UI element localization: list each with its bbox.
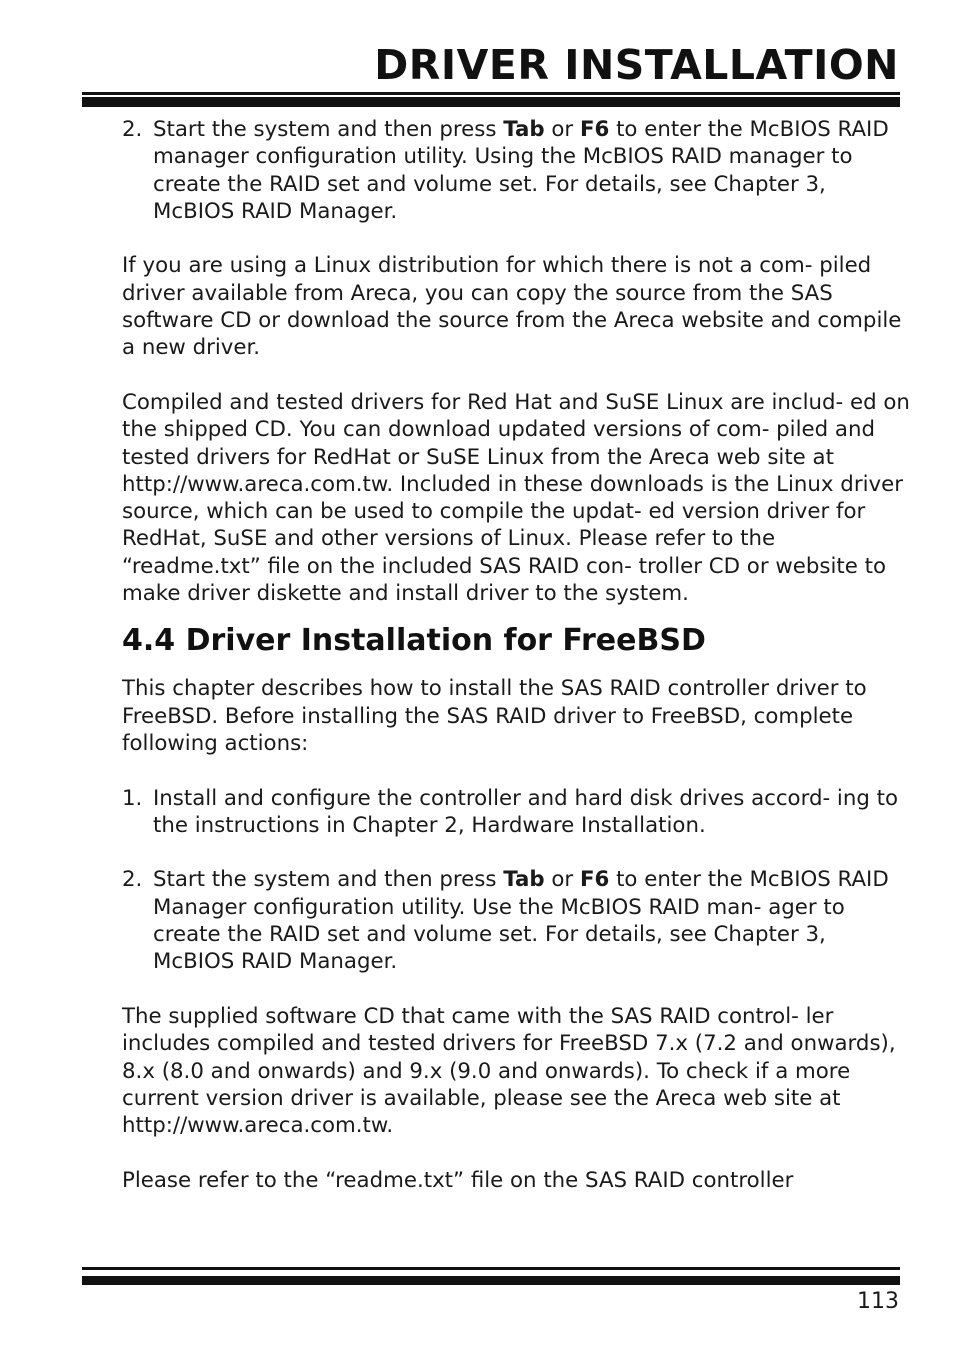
key-f6: F6 [579, 867, 610, 893]
list-item-step-2-raid [122, 116, 912, 225]
key-tab: Tab [503, 867, 545, 893]
footer-rule-thin [82, 1267, 900, 1270]
key-tab: Tab [503, 117, 545, 142]
key-f6: F6 [579, 117, 610, 142]
page-number: 113 [857, 1289, 899, 1314]
section-heading: 4.4 Driver Installation for FreeBSD [122, 623, 706, 659]
header-rule-thin [82, 92, 900, 95]
list-item-number: 1. [122, 785, 143, 811]
page-content [122, 116, 912, 1194]
paragraph-compiled-drivers: Compiled and tested drivers for Red Hat and SuSE Linux are includ- ed on the shipped CD. You can download updated versions of com- piled and tested drivers for RedHat or SuSE Linux from the Areca web site at http://www.areca.com.tw. Included in these downloads is the Linux driver source, which can be used to compile the updat- ed version driver for RedHat, SuSE and other versions of Linux. Please refer to the “readme.txt” file on the included SAS RAID con- troller CD or website to make driver diskette and install driver to the system. [122, 389, 910, 607]
list-item-step-2 [122, 866, 912, 975]
list-item-number: 2. [122, 117, 143, 142]
list-item-step-1 [122, 785, 912, 840]
list-item-text: Start the system and then press Tab or F6 to enter the McBIOS RAID manager configuration utility. Using the McBIOS RAID manager to create the RAID set and volume set. For details, see Chapter 3, McBIOS RAID Manager. [153, 117, 889, 224]
list-item-number: 2. [122, 867, 143, 893]
paragraph-supplied-software: The supplied software CD that came with the SAS RAID control- ler includes compiled and tested drivers for FreeBSD 7.x (7.2 and onwards), 8.x (8.0 and onwards) and 9.x (9.0 and onwards). To check if a more current version driver is available, please see the Areca web site at http://www.areca.com.tw. [122, 1003, 896, 1139]
footer-rule-thick [82, 1276, 900, 1285]
paragraph-readme: Please refer to the “readme.txt” file on the SAS RAID controller [122, 1167, 794, 1193]
header-rule-thick [82, 97, 900, 107]
list-item-text: Start the system and then press Tab or F6 to enter the McBIOS RAID Manager configuration utility. Use the McBIOS RAID man- ager to create the RAID set and volume set. For details, see Chapter 3, McBIOS RAID Manager. [153, 867, 889, 975]
list-item-text: Install and configure the controller and hard disk drives accord- ing to the instructions in Chapter 2, Hardware Installation. [153, 785, 899, 838]
paragraph-linux-source: If you are using a Linux distribution for which there is not a com- piled driver available from Areca, you can copy the source from the SAS software CD or download the source from the Areca website and compile a new driver. [122, 253, 902, 361]
page-header-title: DRIVER INSTALLATION [374, 41, 899, 89]
paragraph-freebsd-intro: This chapter describes how to install the SAS RAID controller driver to FreeBSD. Before installing the SAS RAID driver to FreeBSD, complete following actions: [122, 676, 867, 756]
